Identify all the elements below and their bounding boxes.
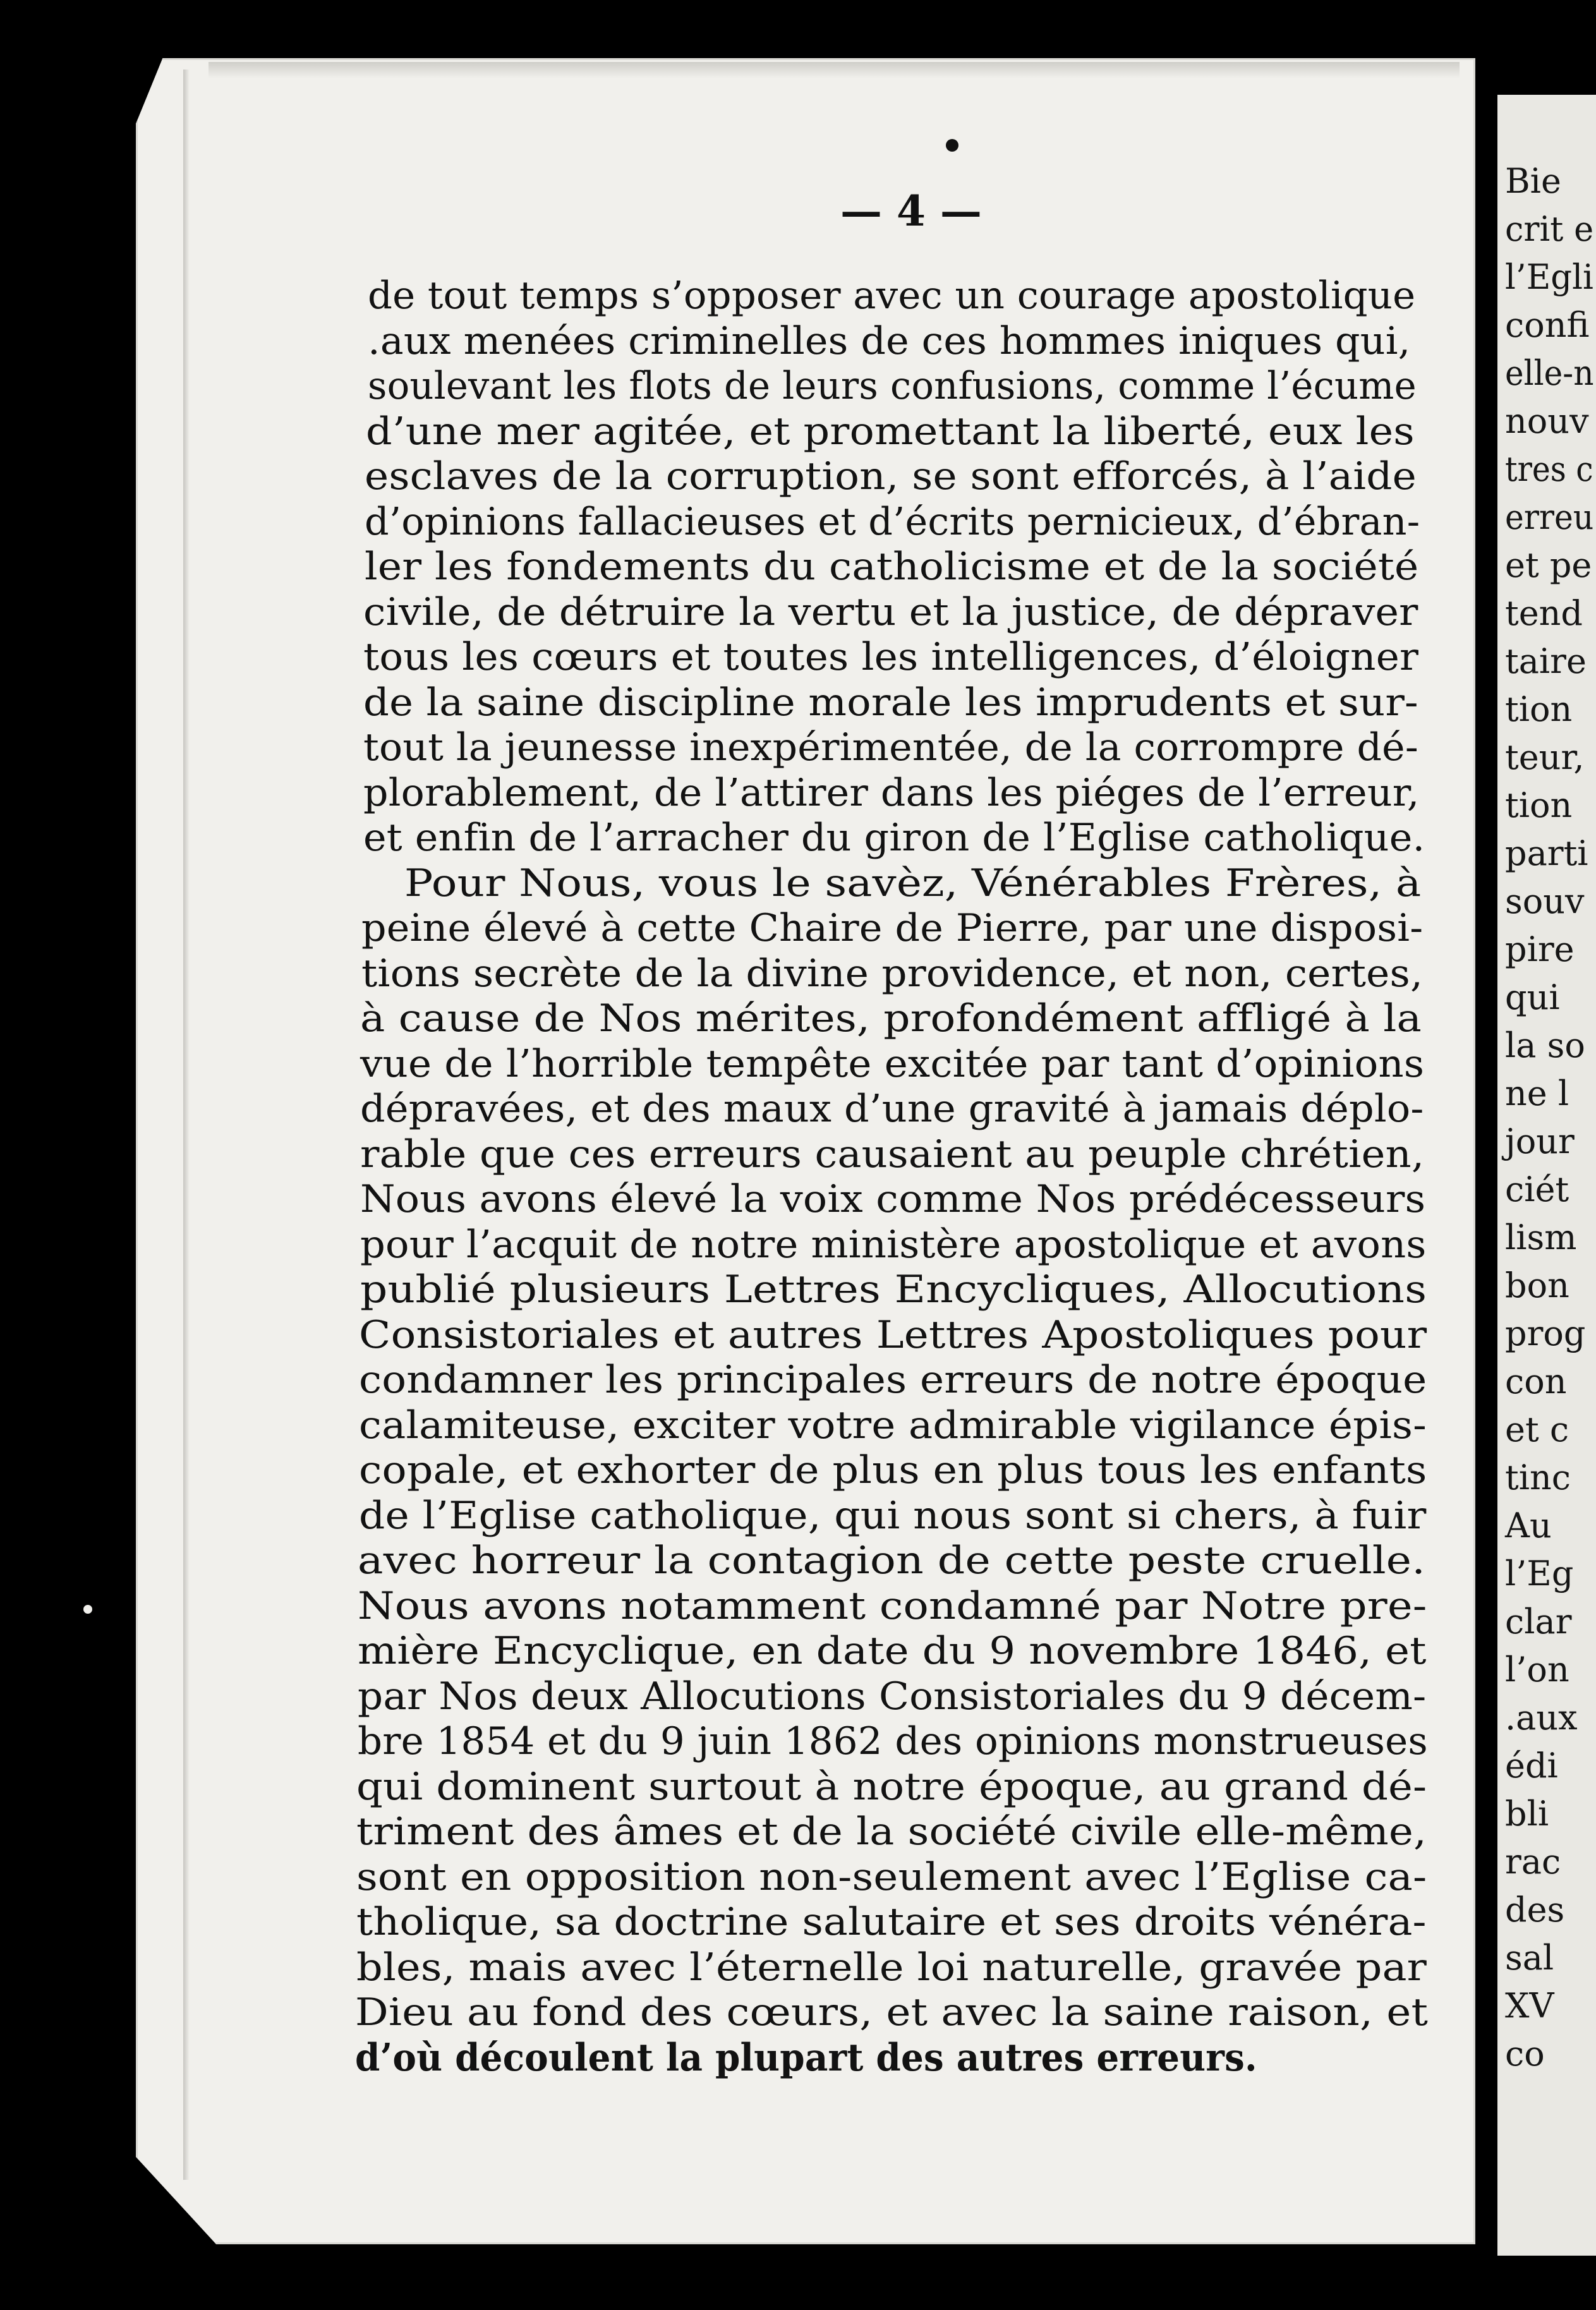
text-line: avec horreur la contagion de cette peste cruelle. [358, 1539, 1426, 1583]
text-line: à cause de Nos mérites, profondément affligé à la [360, 996, 1422, 1041]
text-line: soulevant les flots de leurs confusions, comme l’écume [368, 364, 1417, 408]
text-line: pour l’acquit de notre ministère apostolique et avons [360, 1223, 1427, 1267]
adjacent-text-fragment: rac [1505, 1842, 1561, 1882]
text-line: qui dominent surtout à notre époque, au grand dé- [356, 1765, 1427, 1809]
text-line: ler les fondements du catholicisme et de la société [365, 545, 1419, 589]
adjacent-text-fragment: Bie [1505, 161, 1561, 201]
text-line: triment des âmes et de la société civile elle-même, [356, 1810, 1427, 1854]
text-line: tions secrète de la divine providence, et non, certes, [361, 952, 1424, 996]
text-line: bles, mais avec l’éternelle loi naturelle, gravée par [356, 1945, 1427, 1990]
text-line: bre 1854 et du 9 juin 1862 des opinions monstrueuses [358, 1719, 1428, 1763]
adjacent-text-fragment: édi [1505, 1746, 1558, 1786]
adjacent-text-fragment: et c [1505, 1410, 1569, 1449]
adjacent-text-fragment: tinc [1505, 1458, 1571, 1497]
text-line: plorablement, de l’attirer dans les piéges de l’erreur, [363, 771, 1420, 815]
text-line: .aux menées criminelles de ces hommes iniques qui, [368, 319, 1411, 363]
adjacent-text-fragment: co [1505, 2034, 1545, 2074]
text-line: Nous avons élevé la voix comme Nos prédécesseurs [360, 1177, 1426, 1221]
text-line: vue de l’horrible tempête excitée par tant d’opinions [360, 1042, 1425, 1086]
adjacent-text-fragment: prog [1505, 1314, 1586, 1353]
adjacent-text-fragment: elle-n [1505, 353, 1594, 393]
text-line: peine élevé à cette Chaire de Pierre, par une disposi- [361, 906, 1424, 950]
text-line: Pour Nous, vous le savèz, Vénérables Frères, à [404, 861, 1422, 905]
adjacent-text-fragment: et pe [1505, 545, 1592, 585]
text-line: dépravées, et des maux d’une gravité à jamais déplo- [360, 1087, 1424, 1131]
adjacent-text-fragment: nouv [1505, 401, 1589, 441]
text-line: Consistoriales et autres Lettres Apostoliques pour [359, 1313, 1427, 1357]
text-line: d’une mer agitée, et promettant la liberté, eux les [366, 409, 1415, 454]
adjacent-text-fragment: l’Eg [1505, 1554, 1574, 1593]
adjacent-text-fragment: tres c [1505, 449, 1593, 489]
text-line: mière Encyclique, en date du 9 novembre 1846, et [358, 1629, 1427, 1673]
adjacent-text-fragment: jour [1505, 1122, 1575, 1161]
adjacent-text-fragment: erreu [1505, 497, 1594, 537]
adjacent-text-fragment: confi [1505, 305, 1590, 345]
adjacent-text-fragment: des [1505, 1890, 1565, 1930]
adjacent-text-fragment: l’on [1505, 1650, 1569, 1690]
adjacent-text-fragment: teur, [1505, 737, 1585, 777]
adjacent-text-fragment: ne l [1505, 1073, 1569, 1113]
text-line: tholique, sa doctrine salutaire et ses droits vénéra- [356, 1900, 1427, 1944]
text-line: esclaves de la corruption, se sont efforcés, à l’aide [365, 454, 1417, 499]
text-line: par Nos deux Allocutions Consistoriales du 9 décem- [358, 1674, 1427, 1719]
adjacent-text-fragment: clar [1505, 1602, 1572, 1642]
text-line: d’où découlent la plupart des autres erreurs. [355, 2036, 1257, 2080]
adjacent-text-fragment: con [1505, 1362, 1567, 1401]
adjacent-text-fragment: .aux [1505, 1698, 1578, 1738]
text-line: de tout temps s’opposer avec un courage apostolique [368, 274, 1416, 318]
adjacent-text-fragment: parti [1505, 833, 1588, 873]
adjacent-text-fragment: qui [1505, 977, 1560, 1017]
adjacent-text-fragment: ciét [1505, 1170, 1569, 1209]
adjacent-text-fragment: la so [1505, 1025, 1585, 1065]
adjacent-text-fragment: XV [1505, 1986, 1554, 2026]
text-line: civile, de détruire la vertu et la justice, de dépraver [363, 590, 1418, 634]
text-line: sont en opposition non-seulement avec l’Eglise ca- [356, 1855, 1427, 1899]
adjacent-text-fragment: tion [1505, 785, 1573, 825]
adjacent-text-fragment: bli [1505, 1794, 1549, 1834]
adjacent-text-fragment: Au [1505, 1506, 1552, 1545]
adjacent-text-fragment: tion [1505, 689, 1573, 729]
adjacent-text-fragment: pire [1505, 929, 1575, 969]
adjacent-text-fragment: crit e [1505, 209, 1594, 249]
text-line: copale, et exhorter de plus en plus tous les enfants [359, 1448, 1427, 1492]
text-line: de l’Eglise catholique, qui nous sont si chers, à fuir [359, 1494, 1427, 1538]
adjacent-text-fragment: sal [1505, 1938, 1554, 1978]
adjacent-text-fragment: l’Egli [1505, 257, 1593, 297]
text-line: d’opinions fallacieuses et d’écrits pernicieux, d’ébran- [365, 500, 1420, 544]
adjacent-text-fragment: bon [1505, 1266, 1569, 1305]
text-line: de la saine discipline morale les imprudents et sur- [363, 680, 1418, 725]
text-line: rable que ces erreurs causaient au peuple chrétien, [360, 1132, 1425, 1176]
text-line: Nous avons notamment condamné par Notre pre- [358, 1584, 1427, 1628]
text-line: tous les cœurs et toutes les intelligences, d’éloigner [363, 635, 1419, 679]
adjacent-text-fragment: taire [1505, 641, 1587, 681]
text-line: condamner les principales erreurs de notre époque [359, 1358, 1427, 1402]
adjacent-text-fragment: lism [1505, 1218, 1577, 1257]
text-line: et enfin de l’arracher du giron de l’Eglise catholique. [363, 816, 1425, 860]
text-line: calamiteuse, exciter votre admirable vigilance épis- [359, 1403, 1427, 1448]
page-number: — 4 — [840, 186, 982, 236]
adjacent-text-fragment: tend [1505, 593, 1583, 633]
adjacent-text-fragment: souv [1505, 881, 1585, 921]
text-line: Dieu au fond des cœurs, et avec la saine raison, et [355, 1990, 1429, 2035]
text-line: tout la jeunesse inexpérimentée, de la corrompre dé- [363, 725, 1418, 770]
text-line: publié plusieurs Lettres Encycliques, Allocutions [360, 1267, 1427, 1312]
